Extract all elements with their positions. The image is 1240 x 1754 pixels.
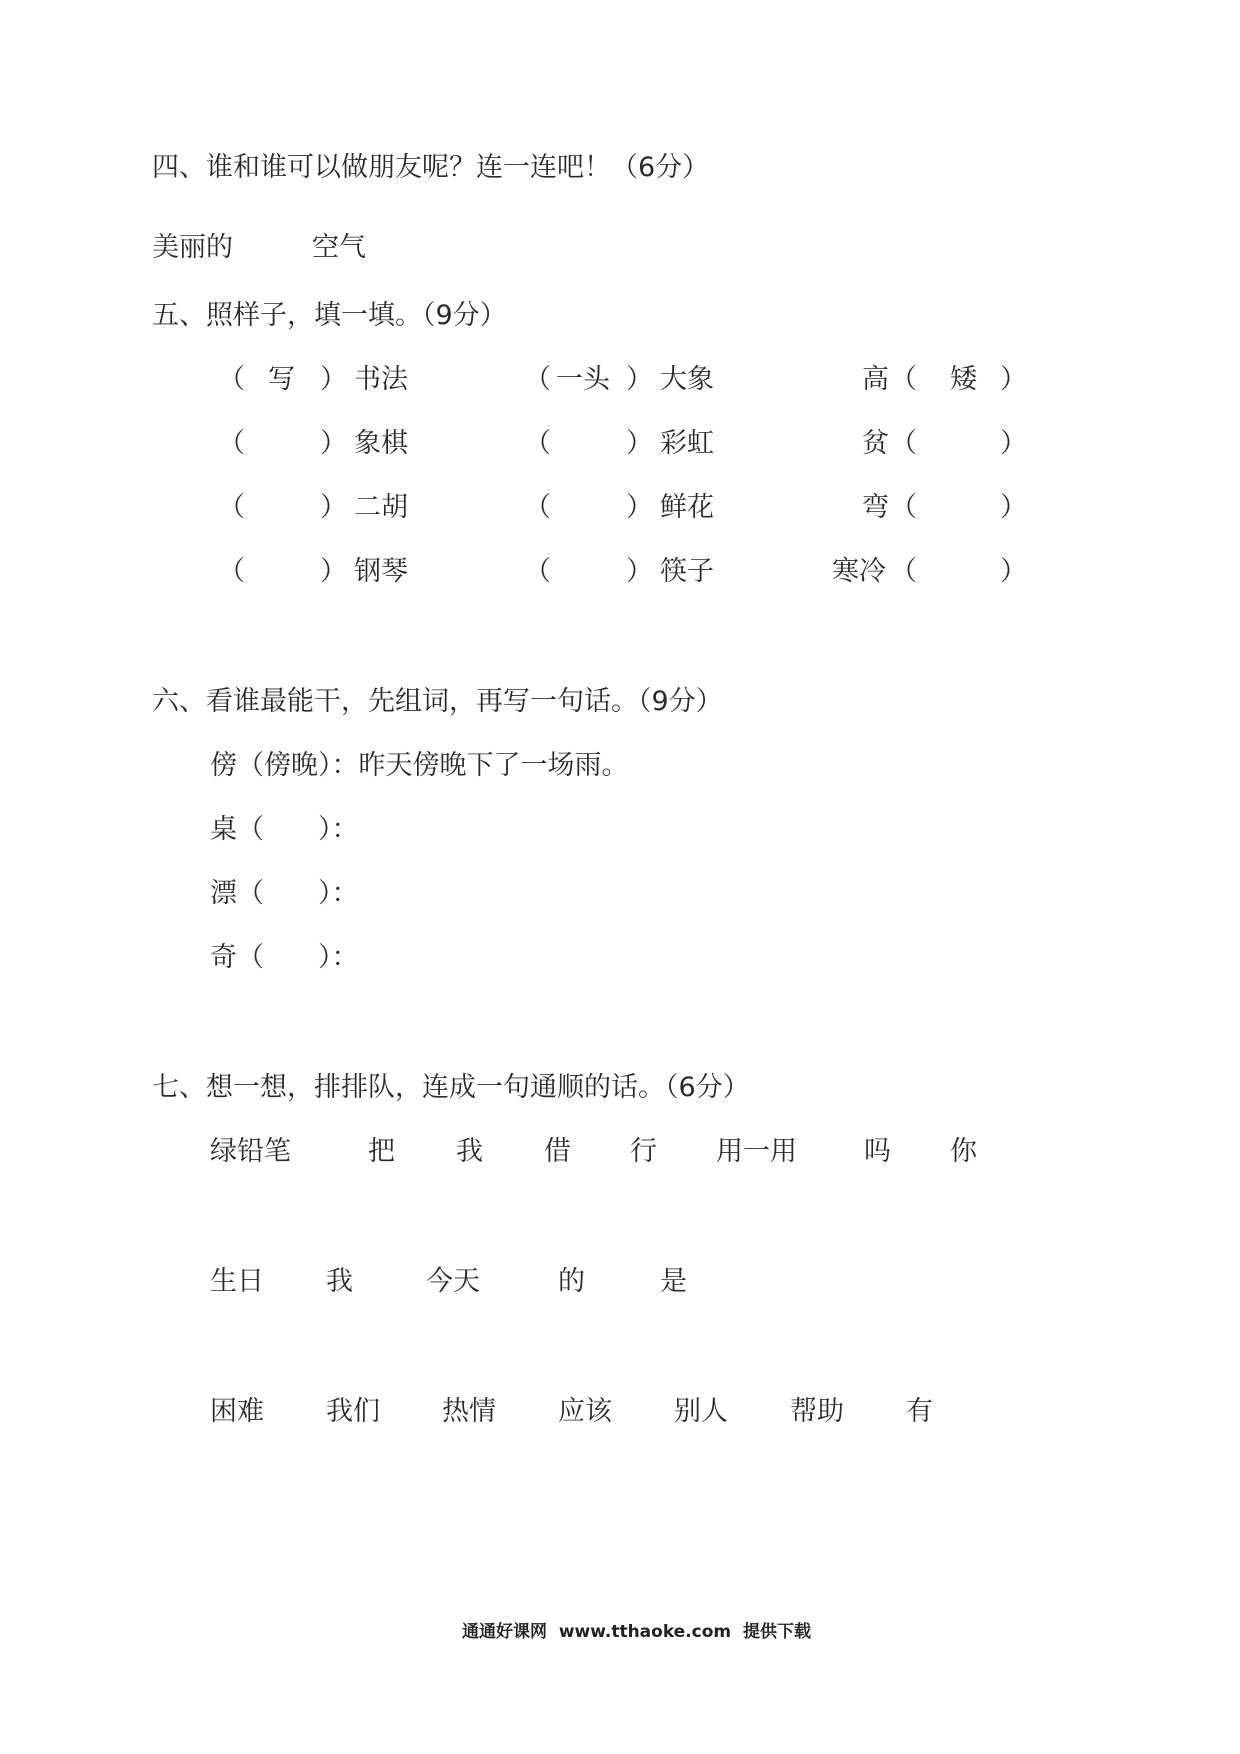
s7-word: 绿铅笔 bbox=[210, 1136, 291, 1167]
section-6-title: 六、看谁最能干，先组词，再写一句话。（9分） bbox=[152, 686, 723, 717]
s5-example-answer-1: 写 bbox=[268, 364, 295, 395]
s5-col2-word: 彩虹 bbox=[660, 428, 714, 459]
s7-word: 有 bbox=[906, 1396, 933, 1427]
s5-col1-word: 二胡 bbox=[354, 492, 408, 523]
s5-col3-word: 高 bbox=[862, 364, 889, 395]
s7-word: 你 bbox=[950, 1136, 977, 1167]
s5-open-paren: （ bbox=[890, 556, 917, 587]
s5-col2-word: 鲜花 bbox=[660, 492, 714, 523]
s5-close-paren: ） bbox=[626, 428, 653, 459]
s7-word: 把 bbox=[368, 1136, 395, 1167]
s7-word: 别人 bbox=[674, 1396, 728, 1427]
section-7-title: 七、想一想，排排队，连成一句通顺的话。（6分） bbox=[152, 1072, 750, 1103]
s5-close-paren: ） bbox=[626, 556, 653, 587]
s7-word: 行 bbox=[630, 1136, 657, 1167]
section-4-title: 四、谁和谁可以做朋友呢？连一连吧！（6分） bbox=[152, 152, 710, 183]
s6-item: 桌（ ）： bbox=[210, 814, 359, 845]
s7-word: 应该 bbox=[558, 1396, 612, 1427]
s5-col1-word: 象棋 bbox=[354, 428, 408, 459]
s5-example-answer-3: 矮 bbox=[950, 364, 977, 395]
s5-close-paren: ） bbox=[1000, 492, 1027, 523]
s5-col2-word: 筷子 bbox=[660, 556, 714, 587]
s5-open-paren: （ bbox=[890, 364, 917, 395]
s5-col1-word: 书法 bbox=[354, 364, 408, 395]
s5-open-paren: （ bbox=[890, 492, 917, 523]
s5-close-paren: ） bbox=[320, 556, 347, 587]
s5-example-answer-2: 一头 bbox=[556, 364, 610, 395]
s4-word-right: 空气 bbox=[312, 232, 366, 263]
s5-open-paren: （ bbox=[218, 556, 245, 587]
s5-close-paren: ） bbox=[320, 428, 347, 459]
s7-word: 借 bbox=[544, 1136, 571, 1167]
s5-open-paren: （ bbox=[890, 428, 917, 459]
s7-word: 生日 bbox=[210, 1266, 264, 1297]
s5-col3-word: 寒冷 bbox=[832, 556, 886, 587]
s5-open-paren: （ bbox=[218, 492, 245, 523]
footer-download-credit: 通通好课网 www.tthaoke.com 提供下载 bbox=[462, 1622, 811, 1642]
s7-word: 帮助 bbox=[790, 1396, 844, 1427]
s5-open-paren: （ bbox=[524, 556, 551, 587]
s6-item: 奇（ ）： bbox=[210, 942, 359, 973]
s7-word: 困难 bbox=[210, 1396, 264, 1427]
s6-item: 漂（ ）： bbox=[210, 878, 359, 909]
s5-col2-word: 大象 bbox=[660, 364, 714, 395]
s5-open-paren: （ bbox=[524, 364, 551, 395]
s7-word: 用一用 bbox=[716, 1136, 797, 1167]
s5-close-paren: ） bbox=[1000, 364, 1027, 395]
s5-open-paren: （ bbox=[524, 492, 551, 523]
s4-word-left: 美丽的 bbox=[152, 232, 233, 263]
s5-close-paren: ） bbox=[1000, 556, 1027, 587]
s5-open-paren: （ bbox=[218, 428, 245, 459]
s5-close-paren: ） bbox=[1000, 428, 1027, 459]
s7-word: 我 bbox=[456, 1136, 483, 1167]
section-5-title: 五、照样子，填一填。（9分） bbox=[152, 300, 507, 331]
s7-word: 热情 bbox=[442, 1396, 496, 1427]
s5-col3-word: 贫 bbox=[862, 428, 889, 459]
s5-col3-word: 弯 bbox=[862, 492, 889, 523]
s7-word: 我 bbox=[326, 1266, 353, 1297]
s5-close-paren: ） bbox=[626, 364, 653, 395]
s7-word: 是 bbox=[660, 1266, 687, 1297]
s7-word: 吗 bbox=[864, 1136, 891, 1167]
s5-open-paren: （ bbox=[524, 428, 551, 459]
s5-close-paren: ） bbox=[320, 492, 347, 523]
s5-close-paren: ） bbox=[626, 492, 653, 523]
s5-close-paren: ） bbox=[320, 364, 347, 395]
s6-example: 傍（傍晚）：昨天傍晚下了一场雨。 bbox=[210, 750, 629, 781]
s7-word: 我们 bbox=[326, 1396, 380, 1427]
s5-col1-word: 钢琴 bbox=[354, 556, 408, 587]
s7-word: 的 bbox=[558, 1266, 585, 1297]
s5-open-paren: （ bbox=[218, 364, 245, 395]
s7-word: 今天 bbox=[426, 1266, 480, 1297]
